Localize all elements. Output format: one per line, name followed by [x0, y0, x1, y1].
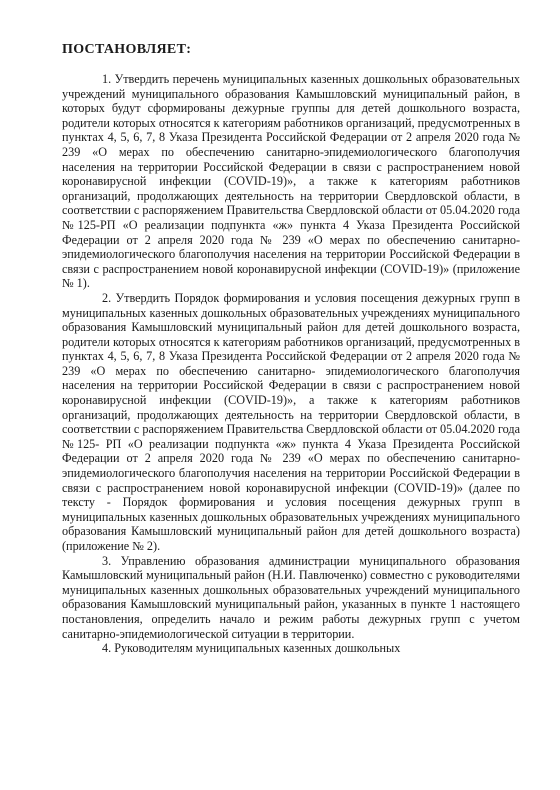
clause-1: 1. Утвердить перечень муниципальных казенных дошкольных образовательных учреждений муниципального образования Камышловский муниципальный район, в которых будут сформированы дежурные группы для детей дошкольного возраста, родители которых относятся к категориям работников организаций, предусмотренных в пунктах 4, 5, 6, 7, 8 Указа Президента Российской Федерации от 2 апреля 2020 года № 239 «О мерах по обеспечению санитарно-эпидемиологического благополучия населения на территории Российской Федерации в связи с распространением новой коронавирусной инфекции (COVID-19)», а также к категориям работников организаций, продолжающих деятельность на территории Свердловской области, в соответствии с распоряжением Правительства Свердловской области от 05.04.2020 года №125-РП «О реализации подпункта «ж» пункта 4 Указа Президента Российской Федерации от 2 апреля 2020 года № 239 «О мерах по обеспечению санитарно-эпидемиологического благополучия населения на территории Российской Федерации в связи с распространением новой коронавирусной инфекции (COVID-19)» (приложение № 1).: [62, 72, 520, 291]
clause-3: 3. Управлению образования администрации муниципального образования Камышловский муниципальный район (Н.И. Павлюченко) совместно с руководителями муниципальных казенных дошкольных образовательных учреждений муниципального образования Камышловский муниципальный район, указанных в пункте 1 настоящего постановления, определить начало и режим работы дежурных групп с учетом санитарно-эпидемиологической ситуации в территории.: [62, 553, 520, 641]
document-page: [62, 42, 520, 656]
clause-4: 4. Руководителям муниципальных казенных дошкольных: [102, 641, 401, 656]
clause-2: 2. Утвердить Порядок формирования и условия посещения дежурных групп в муниципальных казенных дошкольных образовательных учреждениях муниципального образования Камышловский муниципальный район для детей дошкольного возраста, родители которых относятся к категориям работников организаций, предусмотренных в пунктах 4, 5, 6, 7, 8 Указа Президента Российской Федерации от 2 апреля 2020 года № 239 «О мерах по обеспечению санитарно- эпидемиологического благополучия населения на территории Российской Федерации в связи с распространением новой коронавирусной инфекции (COVID-19)», а также к категориям работников организаций, продолжающих деятельность на территории Свердловской области, в соответствии с распоряжением Правительства Свердловской области от 05.04.2020 года №125- РП «О реализации подпункта «ж» пункта 4 Указа Президента Российской Федерации от 2 апреля 2020 года № 239 «О мерах по обеспечению санитарно-эпидемиологического благополучия населения на территории Российской Федерации в связи с распространением новой коронавирусной инфекции (COVID-19)» (далее по тексту - Порядок формирования и условия посещения дежурных групп в муниципальных казенных дошкольных образовательных учреждениях муниципального образования Камышловский муниципальный район для детей дошкольного возраста) (приложение № 2).: [62, 290, 520, 553]
resolution-heading: ПОСТАНОВЛЯЕТ:: [62, 42, 192, 57]
